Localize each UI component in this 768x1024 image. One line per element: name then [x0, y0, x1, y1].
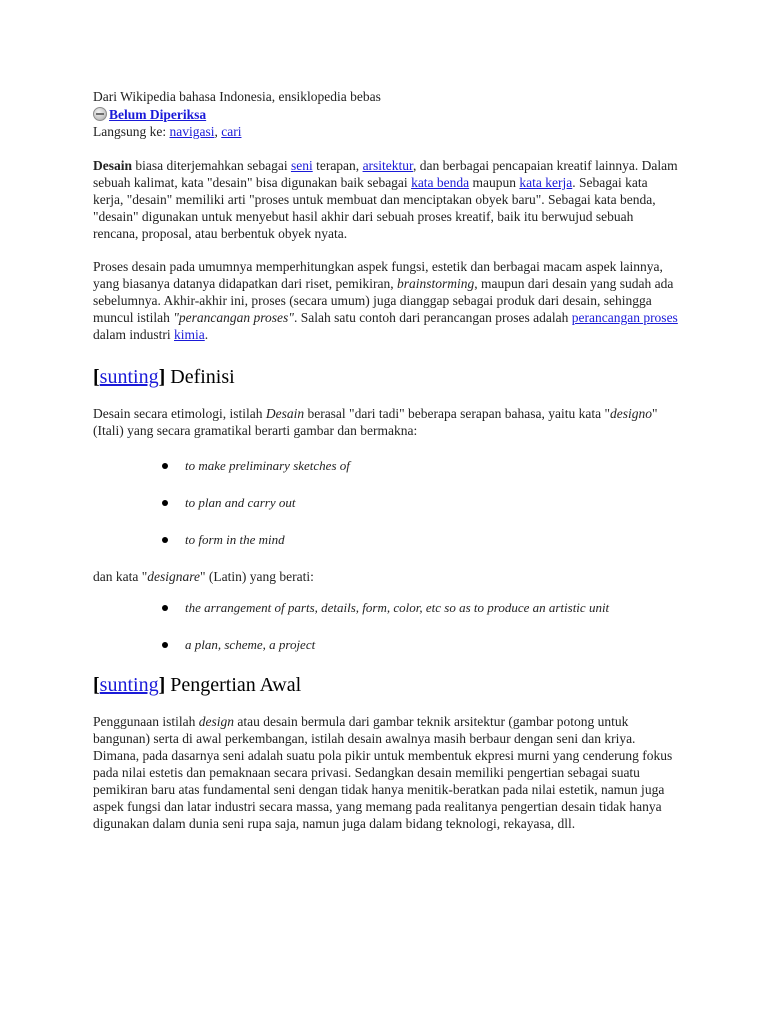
- link-kimia[interactable]: kimia: [174, 327, 205, 342]
- jump-search-link[interactable]: cari: [221, 124, 242, 139]
- text-run: dan kata ": [93, 569, 148, 584]
- link-arsitektur[interactable]: arsitektur: [362, 158, 414, 173]
- text-run: terapan,: [312, 158, 363, 173]
- jump-navigation-link[interactable]: navigasi: [169, 124, 215, 139]
- bracket-close: ]: [158, 366, 166, 388]
- bracket-close: ]: [158, 674, 166, 696]
- text-run: , dan berbagai pencapaian kreatif lainnya. Dalam sebuah kalimat, kata "desain" bisa digunakan baik sebagai: [93, 158, 678, 190]
- link-seni[interactable]: seni: [290, 158, 313, 173]
- text-run: berasal "dari tadi" beberapa serapan bahasa, yaitu kata ": [304, 406, 610, 421]
- italian-meanings-list: [93, 457, 678, 549]
- jump-separator: ,: [214, 124, 222, 139]
- article: [93, 88, 678, 832]
- text-run: " (Itali) yang secara gramatikal berarti gambar dan bermakna:: [93, 406, 658, 438]
- pengertian-paragraph-1: [93, 713, 678, 832]
- site-subtitle: Dari Wikipedia bahasa Indonesia, ensiklopedia bebas: [93, 89, 381, 104]
- emphasis: designo: [609, 406, 652, 421]
- emphasis: brainstorming: [397, 276, 475, 291]
- text-run: . Sebagai kata kerja, "desain" memiliki arti "proses untuk membuat dan menciptakan obyek baru". Sebagai kata benda, "desain" digunakan untuk menyebut hasil akhir dari sebuah proses kreatif, baik itu berwujud sebuah rencana, proposal, atau berbentuk obyek nyata.: [93, 175, 656, 241]
- edit-definisi-link[interactable]: sunting: [99, 366, 159, 388]
- text-run: atau desain bermula dari gambar teknik arsitektur (gambar potong untuk bangunan) serta di awal perkembangan, istilah desain awalnya masih berbaur dengan seni dan kriya. Dimana, pada dasarnya seni adalah suatu pola pikir untuk membentuk ekpresi murni yang cenderung fokus pada nilai estetis dan pemaknaan secara privasi. Sedangkan desain memiliki pengertian sebagai suatu pemikiran baru atas fundamental seni dengan tidak hanya menitik-beratkan pada nilai estetik, namun juga aspek fungsi dan latar industri secara massa, yang memang pada realitanya pengertian desain tidak hanya digunakan dalam dunia seni rupa saja, namun juga dalam bidang teknologi, rekayasa, dll.: [93, 714, 673, 831]
- text-run: Desain secara etimologi, istilah: [93, 406, 266, 421]
- heading-definisi: [93, 365, 678, 389]
- list-item: the arrangement of parts, details, form, color, etc so as to produce an artistic unit: [185, 599, 678, 617]
- text-run: dalam industri: [93, 327, 174, 342]
- heading-title: Definisi: [165, 366, 235, 388]
- text-run: biasa diterjemahkan sebagai: [132, 158, 291, 173]
- emphasis: design: [198, 714, 234, 729]
- bracket-open: [: [93, 674, 100, 696]
- link-perancangan-proses[interactable]: perancangan proses: [571, 310, 678, 325]
- link-kata-kerja[interactable]: kata kerja: [519, 175, 573, 190]
- circle-minus-icon: [93, 107, 107, 121]
- bracket-open: [: [93, 366, 100, 388]
- jump-prefix: Langsung ke:: [93, 124, 170, 139]
- heading-title: Pengertian Awal: [165, 674, 302, 696]
- text-run: maupun: [469, 175, 520, 190]
- latin-meanings-list: [93, 599, 678, 654]
- intro-paragraph-1: [93, 157, 678, 242]
- emphasis: designare: [147, 569, 200, 584]
- text-run: Penggunaan istilah: [93, 714, 199, 729]
- list-item: to plan and carry out: [185, 494, 678, 512]
- definisi-paragraph-2: [93, 568, 678, 585]
- term-desain: Desain: [93, 158, 133, 173]
- review-status: [93, 105, 678, 123]
- intro-paragraph-2: [93, 258, 678, 343]
- text-run: .: [204, 327, 209, 342]
- emphasis: Desain: [265, 406, 305, 421]
- text-run: " (Latin) yang berati:: [200, 569, 314, 584]
- jump-links: [93, 123, 678, 140]
- text-run: Proses desain pada umumnya memperhitungkan aspek fungsi, estetik dan berbagai macam aspek lainnya, yang biasanya datanya didapatkan dari riset, pemikiran,: [93, 259, 663, 291]
- link-kata-benda[interactable]: kata benda: [411, 175, 470, 190]
- heading-pengertian-awal: [93, 673, 678, 697]
- list-item: to make preliminary sketches of: [185, 457, 678, 475]
- emphasis: "perancangan proses": [173, 310, 294, 325]
- list-item: a plan, scheme, a project: [185, 636, 678, 654]
- edit-pengertian-link[interactable]: sunting: [99, 674, 159, 696]
- text-run: , maupun dari desain yang sudah ada sebelumnya. Akhir-akhir ini, proses (secara umum) juga dianggap sebagai produk dari desain, sehingga muncul istilah: [93, 276, 674, 325]
- list-item: to form in the mind: [185, 531, 678, 549]
- review-status-link[interactable]: Belum Diperiksa: [109, 106, 207, 122]
- text-run: . Salah satu contoh dari perancangan proses adalah: [293, 310, 572, 325]
- definisi-paragraph-1: [93, 405, 678, 439]
